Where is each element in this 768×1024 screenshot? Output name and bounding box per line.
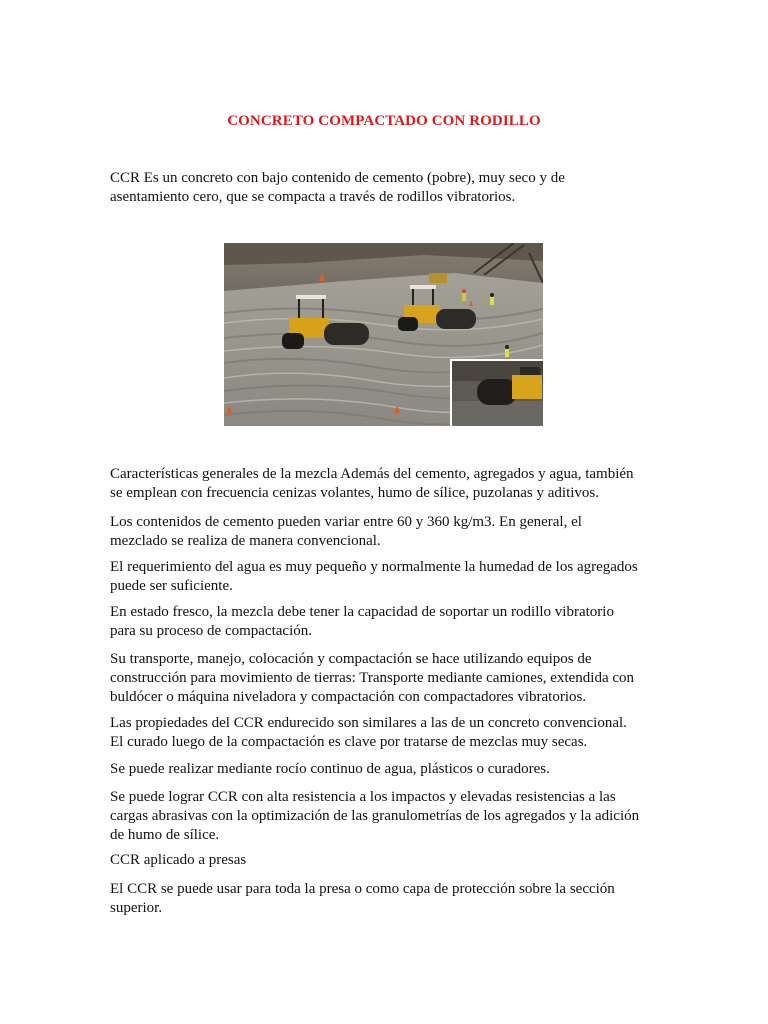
paragraph <box>110 880 660 918</box>
text-line: CCR Es un concreto con bajo contenido de cemento (pobre), muy seco y de <box>110 170 565 186</box>
text-line: CCR aplicado a presas <box>110 852 247 868</box>
text-line: para su proceso de compactación. <box>110 623 312 639</box>
text-line: superior. <box>110 900 163 916</box>
paragraph <box>110 513 660 551</box>
text-line: construcción para movimiento de tierras: Transporte mediante camiones, extendida con <box>110 670 635 686</box>
text-line: cargas abrasivas con la optimización de las granulometrías de los agregados y la adición <box>110 808 640 824</box>
paragraph <box>110 760 660 779</box>
roller-closeup-inset-photo <box>450 359 543 426</box>
paragraph <box>110 603 660 641</box>
text-line: Características generales de la mezcla Además del cemento, agregados y agua, también <box>110 466 634 482</box>
text-line: El requerimiento del agua es muy pequeño y normalmente la humedad de los agregados <box>110 559 638 575</box>
paragraph <box>110 650 660 707</box>
paragraph <box>110 714 660 752</box>
text-line: de humo de sílice. <box>110 827 220 843</box>
text-line: puede ser suficiente. <box>110 578 233 594</box>
paragraph <box>110 558 660 596</box>
text-line: Los contenidos de cemento pueden variar entre 60 y 360 kg/m3. En general, el <box>110 514 582 530</box>
section-heading <box>110 851 660 870</box>
text-line: Su transporte, manejo, colocación y compactación se hace utilizando equipos de <box>110 651 592 667</box>
text-line: asentamiento cero, que se compacta a través de rodillos vibratorios. <box>110 189 516 205</box>
text-line: El curado luego de la compactación es clave por tratarse de mezclas muy secas. <box>110 734 588 750</box>
text-line: buldócer o máquina niveladora y compactación con compactadores vibratorios. <box>110 689 587 705</box>
roller-closeup-illustration <box>452 361 543 426</box>
text-line: Se puede lograr CCR con alta resistencia a los impactos y elevadas resistencias a las <box>110 789 616 805</box>
text-line: mezclado se realiza de manera convencional. <box>110 533 381 549</box>
text-line: En estado fresco, la mezcla debe tener la capacidad de soportar un rodillo vibratorio <box>110 604 614 620</box>
text-line: El CCR se puede usar para toda la presa o como capa de protección sobre la sección <box>110 881 615 897</box>
text-line: se emplean con frecuencia cenizas volantes, humo de sílice, puzolanas y aditivos. <box>110 485 599 501</box>
paragraph <box>110 465 660 503</box>
text-line: Se puede realizar mediante rocío continuo de agua, plásticos o curadores. <box>110 761 550 777</box>
intro-paragraph <box>110 169 660 207</box>
paragraph <box>110 788 660 845</box>
text-line: Las propiedades del CCR endurecido son similares a las de un concreto convencional. <box>110 715 627 731</box>
page-title: CONCRETO COMPACTADO CON RODILLO <box>227 113 541 129</box>
